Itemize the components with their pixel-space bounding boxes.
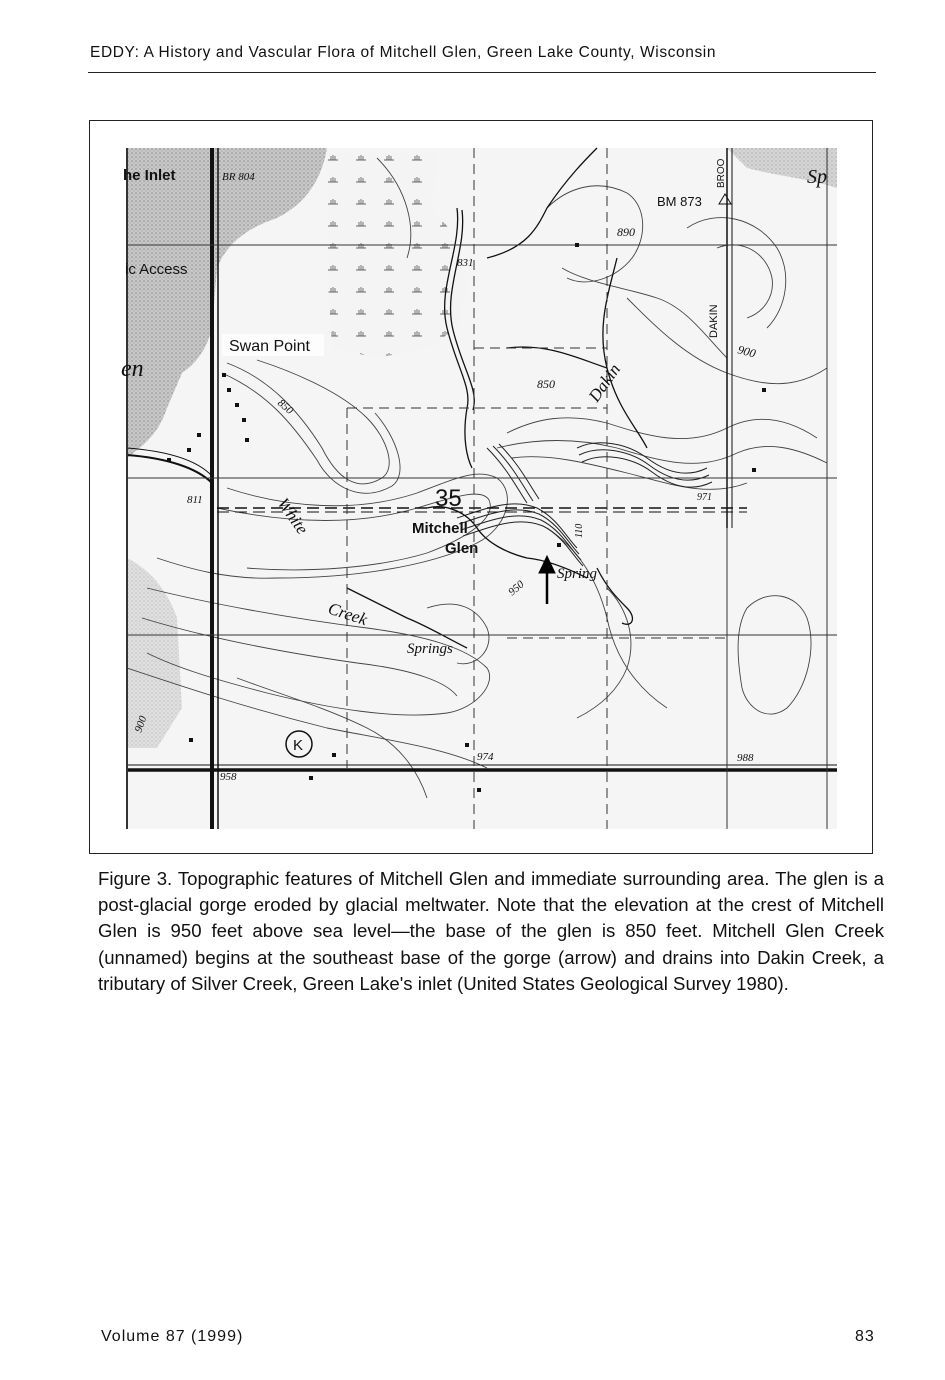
topographic-map	[121, 148, 837, 829]
label-springs: Springs	[407, 641, 453, 657]
label-creek: Creek	[325, 598, 370, 630]
label-dakin-creek: Dakin	[584, 360, 625, 406]
label-elev-988: 988	[737, 752, 754, 764]
footer-volume: Volume 87 (1999)	[101, 1328, 244, 1345]
label-dakin-road: DAKIN	[708, 304, 720, 338]
k-marker-label: K	[293, 737, 304, 754]
label-the-inlet: he Inlet	[123, 167, 176, 184]
label-elev-958: 958	[220, 771, 237, 783]
label-elev-950: 950	[506, 578, 527, 599]
label-elev-971: 971	[697, 492, 712, 503]
label-bm873: BM 873	[657, 194, 702, 209]
label-elev-890: 890	[617, 225, 635, 239]
label-elev-900-b: 900	[132, 714, 150, 735]
running-header: EDDY: A History and Vascular Flora of Mitchell Glen, Green Lake County, Wisconsin	[90, 44, 717, 61]
figure-frame	[89, 120, 873, 854]
label-public-access: ic Access	[125, 261, 188, 278]
label-elev-974: 974	[477, 751, 494, 763]
label-broo: BROO	[716, 158, 727, 188]
label-sp: Sp	[807, 166, 827, 188]
label-glen-partial: en	[121, 356, 144, 382]
figure-caption: Figure 3. Topographic features of Mitchell Glen and immediate surrounding area. The glen is a post-glacial gorge eroded by glacial meltwater. Note that the elevation at the crest of Mitchell Glen is 950 feet above sea level—the base of the glen is 850 feet. Mitchell Glen Creek (unnamed) begins at the southeast base of the gorge (arrow) and drains into Dakin Creek, a tributary of Silver Creek, Green Lake's inlet (United States Geological Survey 1980).	[98, 868, 884, 994]
label-mitchell: Mitchell	[412, 520, 468, 537]
label-glen: Glen	[445, 540, 479, 557]
label-section-35: 35	[435, 485, 462, 512]
header-rule	[88, 72, 876, 73]
label-white: White	[273, 494, 313, 538]
label-elev-831: 831	[457, 257, 474, 269]
label-spring: Spring	[557, 566, 598, 582]
label-elev-900-a: 900	[736, 342, 758, 361]
label-elev-850-a: 850	[275, 397, 296, 417]
label-br804: BR 804	[222, 171, 255, 183]
label-elev-850-b: 850	[537, 377, 555, 391]
label-elev-110: 110	[574, 523, 585, 538]
page-number: 83	[855, 1328, 875, 1345]
label-swan-point: Swan Point	[229, 338, 310, 355]
label-elev-811: 811	[187, 494, 203, 506]
